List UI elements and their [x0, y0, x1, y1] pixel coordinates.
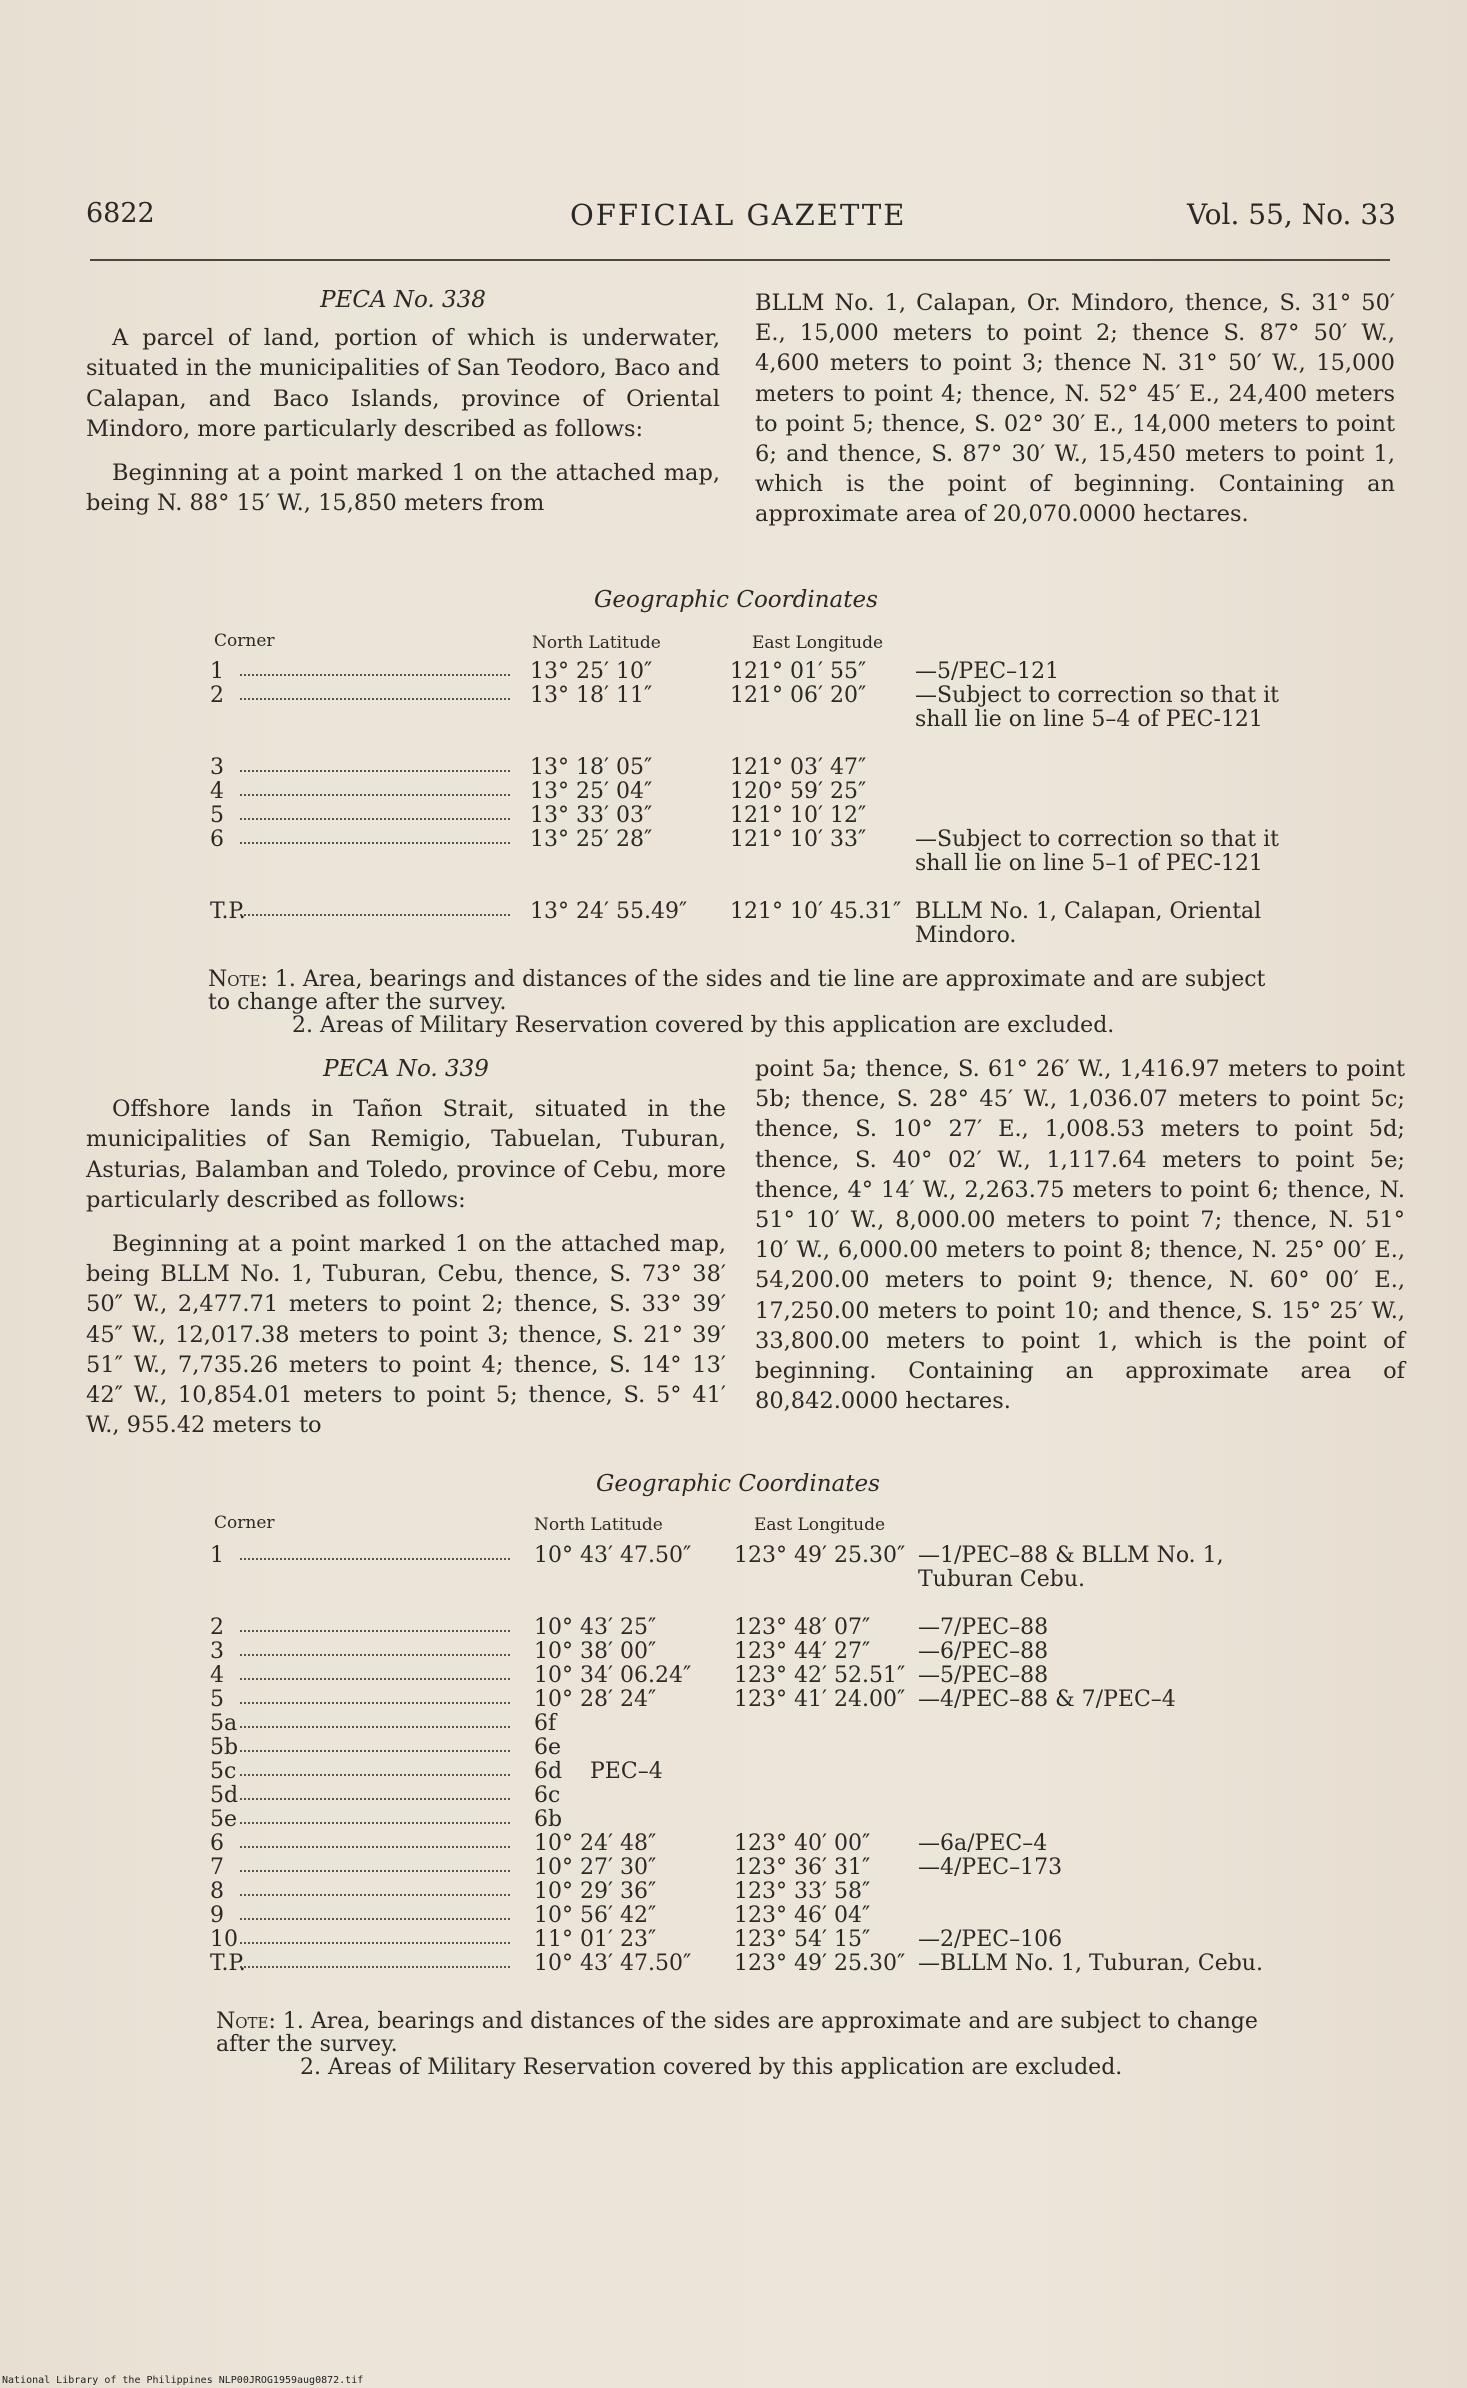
- volume-label: Vol. 55, No. 33: [1187, 198, 1396, 231]
- corner-cell: T.P.: [210, 1951, 246, 1976]
- corner-cell: 5c: [210, 1759, 237, 1784]
- peca339-note1: 1. Area, bearings and distances of the sides are approximate and are subject to change after the survey.: [216, 2009, 1258, 2057]
- peca338-coordinates: [210, 587, 1290, 957]
- leader-dots: [240, 1750, 510, 1752]
- corner-cell: 7: [210, 1855, 224, 1880]
- coord-row: [210, 1712, 1290, 1738]
- longitude-cell: 123° 54′ 15″: [734, 1927, 871, 1952]
- longitude-cell: 123° 46′ 04″: [734, 1903, 871, 1928]
- longitude-cell: 121° 10′ 45.31″: [730, 899, 902, 924]
- corner-cell: 4: [210, 1663, 224, 1688]
- longitude-cell: 120° 59′ 25″: [730, 779, 867, 804]
- longitude-cell: 123° 41′ 24.00″: [734, 1687, 906, 1712]
- leader-dots: [240, 842, 510, 844]
- corner-cell: 10: [210, 1927, 238, 1952]
- longitude-cell: 121° 01′ 55″: [730, 659, 867, 684]
- peca339-col-lat: North Latitude: [534, 1515, 663, 1535]
- leader-dots: [240, 1630, 510, 1632]
- coord-row: [210, 899, 1290, 948]
- leader-dots: [240, 1894, 510, 1896]
- coord-row: [210, 827, 1290, 876]
- peca338-col-corner: Corner: [214, 631, 275, 651]
- latitude-cell: 13° 25′ 10″: [530, 659, 653, 684]
- corner-cell: 8: [210, 1879, 224, 1904]
- latitude-cell: 6b: [534, 1807, 563, 1832]
- leader-dots: [240, 698, 510, 700]
- corner-cell: 6: [210, 1831, 224, 1856]
- corner-cell: 2: [210, 683, 224, 708]
- latitude-cell: 10° 29′ 36″: [534, 1879, 657, 1904]
- longitude-cell: 123° 33′ 58″: [734, 1879, 871, 1904]
- leader-dots: [240, 818, 510, 820]
- corner-cell: 5: [210, 803, 224, 828]
- remark-cell: —2/PEC–106: [918, 1927, 1063, 1952]
- peca338-para2: Beginning at a point marked 1 on the attached map, being N. 88° 15′ W., 15,850 meters from: [86, 460, 720, 517]
- corner-cell: 3: [210, 755, 224, 780]
- peca338-note: [208, 968, 1288, 1037]
- corner-cell: 5b: [210, 1735, 239, 1760]
- peca339-para2: Beginning at a point marked 1 on the attached map, being BLLM No. 1, Tuburan, Cebu, thence, S. 73° 38′ 50″ W., 2,477.71 meters to point 2; thence, S. 33° 39′ 45″ W., 12,017.38 meters to point 3; thence, S. 21° 39′ 51″ W., 7,735.26 meters to point 4; thence, S. 14° 13′ 42″ W., 10,854.01 meters to point 5; thence, S. 5° 41′ W., 955.42 meters to: [86, 1231, 726, 1439]
- leader-dots: [240, 1774, 510, 1776]
- coord-row: [210, 683, 1290, 732]
- scan-footer: National Library of the Philippines NLP00JROG1959aug0872.tif: [2, 2375, 364, 2386]
- latitude-cell: 13° 25′ 28″: [530, 827, 653, 852]
- corner-cell: 4: [210, 779, 224, 804]
- longitude-cell: 123° 36′ 31″: [734, 1855, 871, 1880]
- remark-cell: —4/PEC–88 & 7/PEC–4: [918, 1687, 1176, 1712]
- longitude-cell: 123° 49′ 25.30″: [734, 1951, 906, 1976]
- peca338-col-lat: North Latitude: [532, 633, 661, 653]
- remark-cell: —5/PEC–121: [915, 659, 1060, 684]
- latitude-cell: 13° 18′ 05″: [530, 755, 653, 780]
- peca339-para1: Offshore lands in Tañon Strait, situated in the municipalities of San Remigio, Tabuelan, Tuburan, Asturias, Balamban and Toledo, province of Cebu, more particularly described as follows:: [86, 1096, 726, 1213]
- latitude-cell: 13° 18′ 11″: [530, 683, 653, 708]
- peca339-col-corner: Corner: [214, 1513, 275, 1533]
- latitude-cell: 6d: [534, 1759, 563, 1784]
- peca338-note1: 1. Area, bearings and distances of the sides and tie line are approximate and are subject to change after the survey.: [208, 967, 1266, 1015]
- leader-dots: [240, 1678, 510, 1680]
- latitude-cell: 6f: [534, 1711, 557, 1736]
- remark-cell: —Subject to correction so that it shall lie on line 5–1 of PEC-121: [915, 827, 1279, 876]
- coord-row: [210, 1688, 1290, 1714]
- peca338-coord-title: Geographic Coordinates: [594, 587, 878, 613]
- leader-dots: [240, 1726, 510, 1728]
- corner-cell: 1: [210, 659, 224, 684]
- peca338-note-label: Note:: [208, 967, 268, 992]
- latitude-cell: 6e: [534, 1735, 562, 1760]
- corner-cell: T.P.: [210, 899, 246, 924]
- remark-cell: —6/PEC–88: [918, 1639, 1049, 1664]
- corner-cell: 5e: [210, 1807, 238, 1832]
- leader-dots: [240, 914, 510, 916]
- peca339-heading: PECA No. 339: [323, 1056, 489, 1082]
- peca339-col-lon: East Longitude: [754, 1515, 886, 1535]
- longitude-cell: 123° 44′ 27″: [734, 1639, 871, 1664]
- corner-cell: 5d: [210, 1783, 239, 1808]
- coord-row: [210, 1784, 1290, 1810]
- latitude-cell: 10° 56′ 42″: [534, 1903, 657, 1928]
- corner-cell: 6: [210, 827, 224, 852]
- peca338-right-column: [755, 288, 1395, 530]
- group-label: PEC–4: [590, 1759, 663, 1784]
- peca338-col-lon: East Longitude: [752, 633, 884, 653]
- peca338-left-column: [86, 285, 720, 518]
- latitude-cell: 10° 43′ 47.50″: [534, 1951, 692, 1976]
- peca338-para1: A parcel of land, portion of which is underwater, situated in the municipalities of San Teodoro, Baco and Calapan, and Baco Islands, province of Oriental Mindoro, more particularly described as follows:: [86, 325, 720, 442]
- peca339-coordinates: [210, 1471, 1290, 2011]
- longitude-cell: 121° 06′ 20″: [730, 683, 867, 708]
- longitude-cell: 121° 03′ 47″: [730, 755, 867, 780]
- remark-cell: —7/PEC–88: [918, 1615, 1049, 1640]
- remark-cell: —6a/PEC–4: [918, 1831, 1048, 1856]
- leader-dots: [240, 1918, 510, 1920]
- peca339-note2: 2. Areas of Military Reservation covered by this application are excluded.: [300, 2055, 1123, 2080]
- peca339-para3: point 5a; thence, S. 61° 26′ W., 1,416.97 meters to point 5b; thence, S. 28° 45′ W., 1,036.07 meters to point 5c; thence, S. 10° 27′ E., 1,008.53 meters to point 5d; thence, S. 40° 02′ W., 1,117.64 meters to point 5e; thence, 4° 14′ W., 2,263.75 meters to point 6; thence, N. 51° 10′ W., 8,000.00 meters to point 7; thence, N. 51° 10′ W., 6,000.00 meters to point 8; thence, N. 25° 00′ E., 54,200.00 meters to point 9; thence, N. 60° 00′ E., 17,250.00 meters to point 10; and thence, S. 15° 25′ W., 33,800.00 meters to point 1, which is the point of beginning. Containing an approximate area of 80,842.0000 hectares.: [755, 1056, 1405, 1415]
- latitude-cell: 10° 34′ 06.24″: [534, 1663, 692, 1688]
- leader-dots: [240, 1966, 510, 1968]
- corner-cell: 9: [210, 1903, 224, 1928]
- longitude-cell: 121° 10′ 12″: [730, 803, 867, 828]
- latitude-cell: 10° 27′ 30″: [534, 1855, 657, 1880]
- longitude-cell: 123° 40′ 00″: [734, 1831, 871, 1856]
- leader-dots: [240, 1654, 510, 1656]
- longitude-cell: 123° 48′ 07″: [734, 1615, 871, 1640]
- corner-cell: 5: [210, 1687, 224, 1712]
- page-number: 6822: [86, 198, 155, 229]
- leader-dots: [240, 674, 510, 676]
- corner-cell: 3: [210, 1639, 224, 1664]
- remark-cell: —Subject to correction so that it shall lie on line 5–4 of PEC-121: [915, 683, 1279, 732]
- corner-cell: 1: [210, 1543, 224, 1568]
- latitude-cell: 13° 24′ 55.49″: [530, 899, 688, 924]
- leader-dots: [240, 1822, 510, 1824]
- leader-dots: [240, 1702, 510, 1704]
- publication-title: OFFICIAL GAZETTE: [570, 198, 907, 232]
- coord-row: [210, 1736, 1290, 1762]
- header-rule: [90, 259, 1390, 261]
- latitude-cell: 13° 33′ 03″: [530, 803, 653, 828]
- latitude-cell: 6c: [534, 1783, 561, 1808]
- peca338-para3: BLLM No. 1, Calapan, Or. Mindoro, thence, S. 31° 50′ E., 15,000 meters to point 2; thence S. 87° 50′ W., 4,600 meters to point 3; thence N. 31° 50′ W., 15,000 meters to point 4; thence, N. 52° 45′ E., 24,400 meters to point 5; thence, S. 02° 30′ E., 14,000 meters to point 6; and thence, S. 87° 30′ W., 15,450 meters to point 1, which is the point of beginning. Containing an approximate area of 20,070.0000 hectares.: [755, 290, 1395, 528]
- remark-cell: —5/PEC–88: [918, 1663, 1049, 1688]
- latitude-cell: 10° 43′ 47.50″: [534, 1543, 692, 1568]
- peca338-note2: 2. Areas of Military Reservation covered by this application are excluded.: [292, 1013, 1115, 1038]
- peca339-left-column: [86, 1054, 726, 1440]
- remark-cell: BLLM No. 1, Calapan, Oriental Mindoro.: [915, 899, 1262, 948]
- page-header: [86, 198, 1396, 238]
- leader-dots: [240, 1870, 510, 1872]
- coord-row: [210, 1543, 1290, 1592]
- leader-dots: [240, 1942, 510, 1944]
- longitude-cell: 123° 42′ 52.51″: [734, 1663, 906, 1688]
- leader-dots: [240, 1558, 510, 1560]
- latitude-cell: 10° 43′ 25″: [534, 1615, 657, 1640]
- latitude-cell: 10° 38′ 00″: [534, 1639, 657, 1664]
- peca339-note-label: Note:: [216, 2009, 276, 2034]
- coord-row: [210, 1760, 1290, 1786]
- latitude-cell: 13° 25′ 04″: [530, 779, 653, 804]
- longitude-cell: 121° 10′ 33″: [730, 827, 867, 852]
- latitude-cell: 10° 24′ 48″: [534, 1831, 657, 1856]
- peca339-note: [216, 2010, 1296, 2079]
- corner-cell: 5a: [210, 1711, 238, 1736]
- longitude-cell: 123° 49′ 25.30″: [734, 1543, 906, 1568]
- remark-cell: —4/PEC–173: [918, 1855, 1063, 1880]
- peca339-right-column: [755, 1054, 1405, 1416]
- leader-dots: [240, 794, 510, 796]
- leader-dots: [240, 1798, 510, 1800]
- peca339-coord-title: Geographic Coordinates: [596, 1471, 880, 1497]
- latitude-cell: 10° 28′ 24″: [534, 1687, 657, 1712]
- peca338-heading: PECA No. 338: [320, 287, 486, 313]
- leader-dots: [240, 1846, 510, 1848]
- leader-dots: [240, 770, 510, 772]
- latitude-cell: 11° 01′ 23″: [534, 1927, 657, 1952]
- remark-cell: —1/PEC–88 & BLLM No. 1, Tuburan Cebu.: [918, 1543, 1224, 1592]
- corner-cell: 2: [210, 1615, 224, 1640]
- remark-cell: —BLLM No. 1, Tuburan, Cebu.: [918, 1951, 1263, 1976]
- coord-row: [210, 1952, 1290, 1978]
